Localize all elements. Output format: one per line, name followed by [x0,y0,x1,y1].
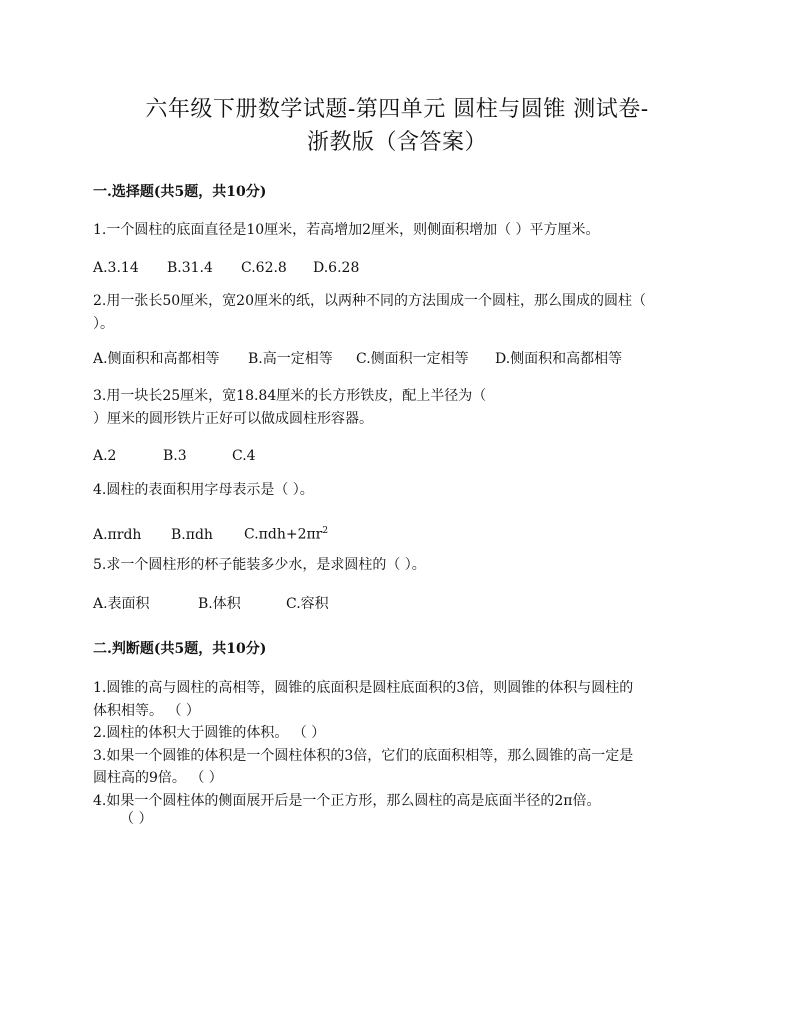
question-1: 1.一个圆柱的底面直径是10厘米，若高增加2厘米，则侧面积增加（ ）平方厘米。 [93,222,600,238]
option: C.侧面积一定相等 [356,351,469,367]
question-3-line-1: 3.用一块长25厘米，宽18.84厘米的长方形铁皮，配上半径为（ [93,388,487,404]
option: C.62.8 [241,260,287,276]
question-3-options [93,446,256,466]
judgement-line: 1.圆锥的高与圆柱的高相等，圆锥的底面积是圆柱底面积的3倍，则圆锥的体积与圆柱的 [93,680,634,696]
question-2-line-1: 2.用一张长50厘米，宽20厘米的纸，以两种不同的方法围成一个圆柱，那么围成的圆柱（ [93,293,646,309]
judgement-line: 2.圆柱的体积大于圆锥的体积。 （ ） [93,725,326,741]
option: B.31.4 [167,260,213,276]
option: B.高一定相等 [248,351,333,367]
option [244,521,328,545]
question-4: 4.圆柱的表面积用字母表示是（ ）。 [93,482,314,498]
question-5-options [93,594,329,614]
option: A.πrdh [93,526,142,543]
title-line-2: 浙教版（含答案） [306,130,487,155]
question-2-options [93,349,622,369]
option: B.πdh [171,526,213,543]
judgement-line: 圆柱高的9倍。 （ ） [93,770,223,786]
option: A.2 [93,448,117,464]
section-1-heading: 一.选择题(共5题，共10分) [93,184,267,200]
option: B.体积 [198,596,241,612]
judgement-line: 体积相等。 （ ） [93,703,200,719]
question-4-options [93,521,328,545]
option: D.6.28 [313,260,360,276]
question-2-line-2: ）。 [93,316,114,332]
option: D.侧面积和高都相等 [495,351,623,367]
section-2-heading: 二.判断题(共5题，共10分) [93,641,267,657]
judgement-line: （ ） [120,811,153,827]
option: A.表面积 [93,596,150,612]
superscript: 2 [322,526,329,536]
option: A.3.14 [93,260,139,276]
title-line-1: 六年级下册数学试题-第四单元 圆柱与圆锥 测试卷- [145,97,649,122]
question-1-options [93,258,359,278]
option: C.容积 [286,596,329,612]
question-5: 5.求一个圆柱形的杯子能装多少水，是求圆柱的（ ）。 [93,557,426,573]
judgement-line: 4.如果一个圆柱体的侧面展开后是一个正方形，那么圆柱的高是底面半径的2π倍。 [93,793,601,809]
question-3-line-2: ）厘米的圆形铁片正好可以做成圆柱形容器。 [93,411,373,427]
judgement-line: 3.如果一个圆锥的体积是一个圆柱体积的3倍，它们的底面积相等，那么圆锥的高一定是 [93,748,634,764]
option: C.4 [232,448,256,464]
option: A.侧面积和高都相等 [93,351,220,367]
option: B.3 [163,448,187,464]
option-text: C.πdh+2πr [244,526,323,543]
